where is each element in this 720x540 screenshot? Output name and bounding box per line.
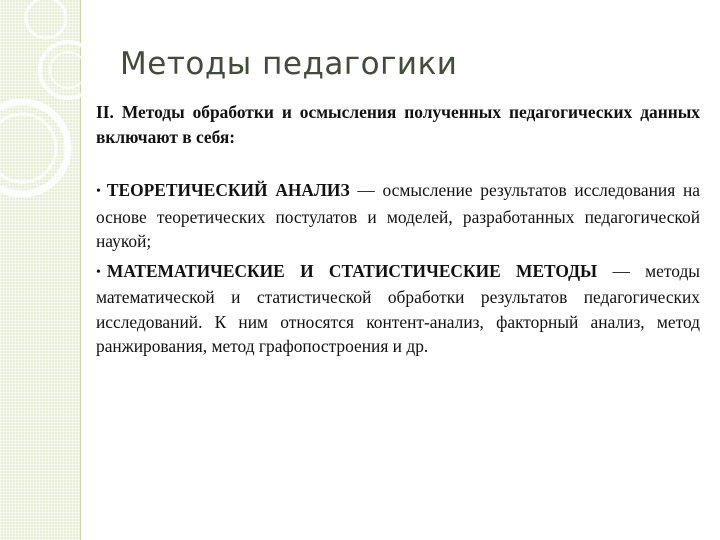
- list-item-math-statistical-methods: [96, 259, 700, 359]
- page-title: Методы педагогики: [120, 46, 458, 82]
- slide-body: [96, 100, 700, 364]
- bullet-icon: •: [96, 264, 101, 280]
- section-marker: II.: [96, 102, 114, 122]
- item-description: — методы математической и статистической обработки результатов педагогических исследований. К ним относятся контент-анализ, факторный анализ, метод ранжирования, метод графопостроения и др.: [96, 260, 700, 356]
- item-term: МАТЕМАТИЧЕСКИЕ И СТАТИСТИЧЕСКИЕ МЕТОДЫ: [106, 260, 598, 281]
- item-description: — осмысление результатов исследования на основе теоретических постулатов и моделей, разработанных педагогической наукой;: [96, 180, 700, 251]
- bullet-icon: •: [96, 184, 101, 199]
- intro-paragraph: [96, 100, 700, 149]
- intro-text: Методы обработки и осмысления полученных педагогических данных включают в себя:: [96, 102, 701, 147]
- list-item-theoretical-analysis: [96, 178, 700, 254]
- item-term: ТЕОРЕТИЧЕСКИЙ АНАЛИЗ: [106, 180, 350, 200]
